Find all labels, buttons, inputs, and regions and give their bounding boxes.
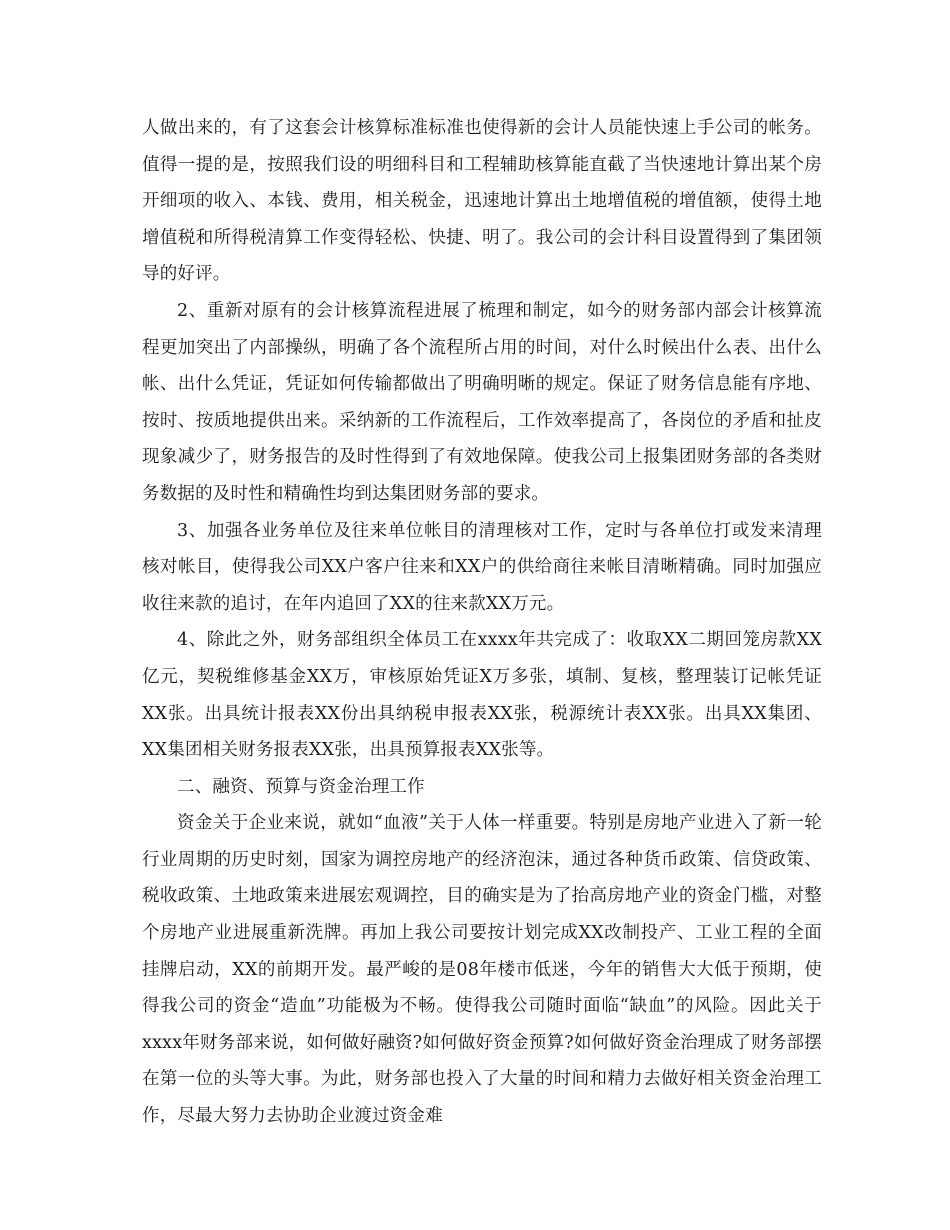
document-body <box>142 110 822 1135</box>
paragraph-item-2: 2、重新对原有的会计核算流程进展了梳理和制定，如今的财务部内部会计核算流程更加突出了内部操纵，明确了各个流程所占用的时间，对什么时候出什么表、出什么帐、出什么凭证，凭证如何传输都做出了明确明晰的规定。保证了财务信息能有序地、按时、按质地提供出来。采纳新的工作流程后，工作效率提高了，各岗位的矛盾和扯皮现象减少了，财务报告的及时性得到了有效地保障。使我公司上报集团财务部的各类财务数据的及时性和精确性均到达集团财务部的要求。 <box>142 300 822 504</box>
paragraph-item-3: 3、加强各业务单位及往来单位帐目的清理核对工作，定时与各单位打或发来清理核对帐目，使得我公司XX户客户往来和XX户的供给商往来帐目清晰精确。同时加强应收往来款的追讨，在年内追回了XX的往来款XX万元。 <box>142 520 822 614</box>
paragraph-continuation: 人做出来的，有了这套会计核算标准标准也使得新的会计人员能快速上手公司的帐务。值得一提的是，按照我们设的明细科目和工程辅助核算能直截了当快速地计算出某个房开细项的收入、本钱、费用，相关税金，迅速地计算出土地增值税的增值额，使得土地增值税和所得税清算工作变得轻松、快捷、明了。我公司的会计科目设置得到了集团领导的好评。 <box>142 118 822 285</box>
paragraph-item-4: 4、除此之外，财务部组织全体员工在xxxx年共完成了：收取XX二期回笼房款XX亿元，契税维修基金XX万，审核原始凭证X万多张，填制、复核，整理装订记帐凭证XX张。出具统计报表XX份出具纳税申报表XX张，税源统计表XX张。出具XX集团、XX集团相关财务报表XX张，出具预算报表XX张等。 <box>142 630 822 761</box>
paragraph-funding: 资金关于企业来说，就如“血液”关于人体一样重要。特别是房地产业进入了新一轮行业周期的历史时刻，国家为调控房地产的经济泡沫，通过各种货币政策、信贷政策、税收政策、土地政策来进展宏观调控，目的确实是为了抬高房地产业的资金门槛，对整个房地产业进展重新洗牌。再加上我公司要按计划完成XX改制投产、工业工程的全面挂牌启动，XX的前期开发。最严峻的是08年楼市低迷，今年的销售大大低于预期，使得我公司的资金“造血”功能极为不畅。使得我公司随时面临“缺血”的风险。因此关于xxxx年财务部来说，如何做好融资?如何做好资金预算?如何做好资金治理成了财务部摆在第一位的头等大事。为此，财务部也投入了大量的时间和精力去做好相关资金治理工作，尽最大努力去协助企业渡过资金难 <box>142 813 822 1127</box>
section-heading: 二、融资、预算与资金治理工作 <box>177 776 425 797</box>
